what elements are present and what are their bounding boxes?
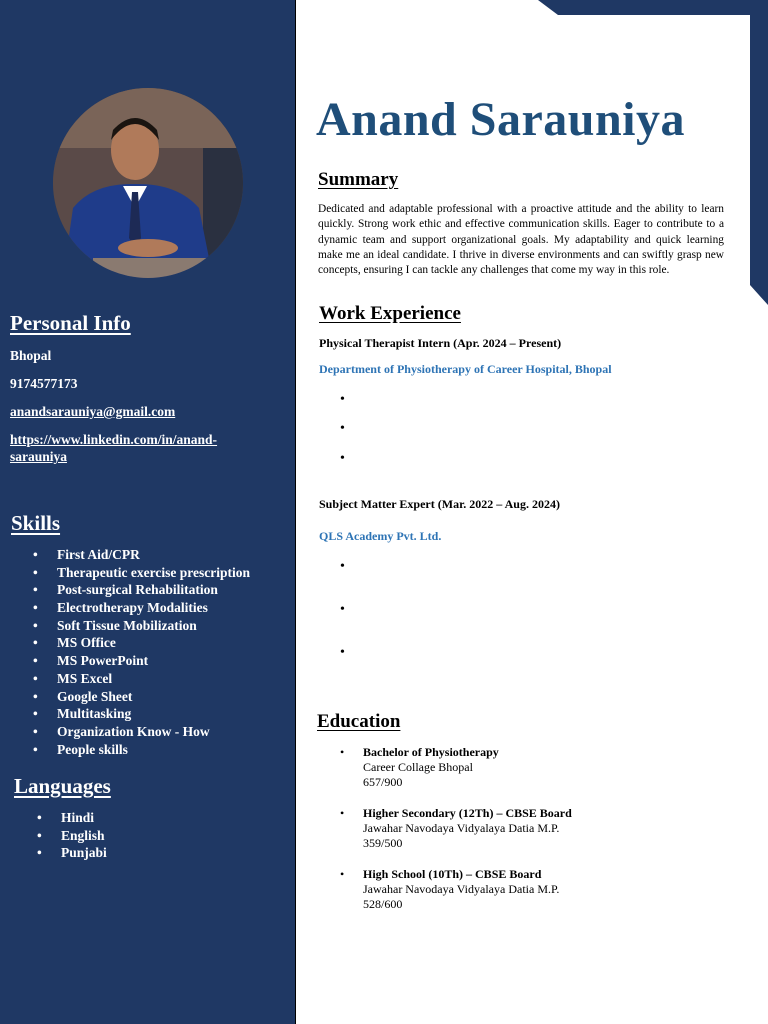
- job-title: Physical Therapist Intern (Apr. 2024 – Present): [319, 336, 562, 350]
- languages-list: [37, 809, 107, 862]
- school-name: Jawahar Navodaya Vidyalaya Datia M.P.: [363, 882, 560, 896]
- job-organization: QLS Academy Pvt. Ltd.: [319, 529, 442, 543]
- phone-text: 9174577173: [10, 376, 78, 391]
- skill-item: • Soft Tissue Mobilization: [33, 617, 250, 635]
- school-name: Career Collage Bhopal: [363, 760, 473, 774]
- education-item: [340, 867, 572, 912]
- skill-item: • Multitasking: [33, 705, 250, 723]
- empty-bullet: •: [340, 645, 345, 660]
- empty-bullet: •: [340, 602, 345, 617]
- education-heading: Education: [317, 711, 401, 732]
- profile-photo-illustration: [53, 88, 243, 278]
- email-link[interactable]: anandsarauniya@gmail.com: [10, 404, 176, 419]
- education-item: [340, 745, 572, 790]
- education-list: [340, 745, 572, 912]
- degree-title: • Bachelor of Physiotherapy: [363, 745, 499, 759]
- sidebar: [0, 0, 296, 1024]
- degree-title: • Higher Secondary (12Th) – CBSE Board: [363, 806, 572, 820]
- skill-item: • First Aid/CPR: [33, 546, 250, 564]
- linkedin-link[interactable]: [10, 431, 280, 465]
- empty-bullet: •: [340, 451, 345, 466]
- skills-heading: Skills: [11, 511, 61, 535]
- skill-item: • People skills: [33, 741, 250, 759]
- skill-item: • Google Sheet: [33, 688, 250, 706]
- skill-item: • MS PowerPoint: [33, 652, 250, 670]
- score-text: 359/500: [363, 836, 403, 850]
- school-name: Jawahar Navodaya Vidyalaya Datia M.P.: [363, 821, 560, 835]
- candidate-name: Anand Sarauniya: [316, 93, 685, 146]
- city-text: Bhopal: [10, 348, 52, 363]
- job-title: Subject Matter Expert (Mar. 2022 – Aug. 2024): [319, 497, 560, 511]
- skill-item: • MS Office: [33, 634, 250, 652]
- job-organization: Department of Physiotherapy of Career Hospital, Bhopal: [319, 362, 612, 376]
- linkedin-line-2: sarauniya: [10, 449, 68, 464]
- skill-item: • Therapeutic exercise prescription: [33, 564, 250, 582]
- languages-heading: Languages: [14, 774, 111, 798]
- linkedin-line-1: https://www.linkedin.com/in/anand-: [10, 432, 218, 447]
- skills-list: [33, 546, 250, 758]
- language-item: • Punjabi: [37, 844, 107, 862]
- skill-item: • Electrotherapy Modalities: [33, 599, 250, 617]
- empty-bullet: •: [340, 392, 345, 407]
- skill-item: • Post-surgical Rehabilitation: [33, 581, 250, 599]
- education-item: [340, 806, 572, 851]
- skill-item: • Organization Know - How: [33, 723, 250, 741]
- score-text: 657/900: [363, 775, 403, 789]
- profile-photo: [53, 88, 243, 278]
- skill-item: • MS Excel: [33, 670, 250, 688]
- work-experience-heading: Work Experience: [319, 303, 461, 324]
- language-item: • English: [37, 827, 107, 845]
- summary-heading: Summary: [318, 169, 399, 190]
- summary-text: Dedicated and adaptable professional with a proactive attitude and the ability to learn quickly. Strong work ethic and effective communication skills. Eager to contribute to a dynamic team and support organizational goals. My adaptability and quick learning make me an ideal candidate. I thrive in diverse environments and can swiftly grasp new concepts, ensuring I can tackle any challenges that come my way in this role.: [318, 203, 724, 277]
- personal-info-heading: Personal Info: [10, 311, 131, 335]
- empty-bullet: •: [340, 559, 345, 574]
- degree-title: • High School (10Th) – CBSE Board: [363, 867, 542, 881]
- score-text: 528/600: [363, 897, 403, 911]
- empty-bullet: •: [340, 421, 345, 436]
- language-item: • Hindi: [37, 809, 107, 827]
